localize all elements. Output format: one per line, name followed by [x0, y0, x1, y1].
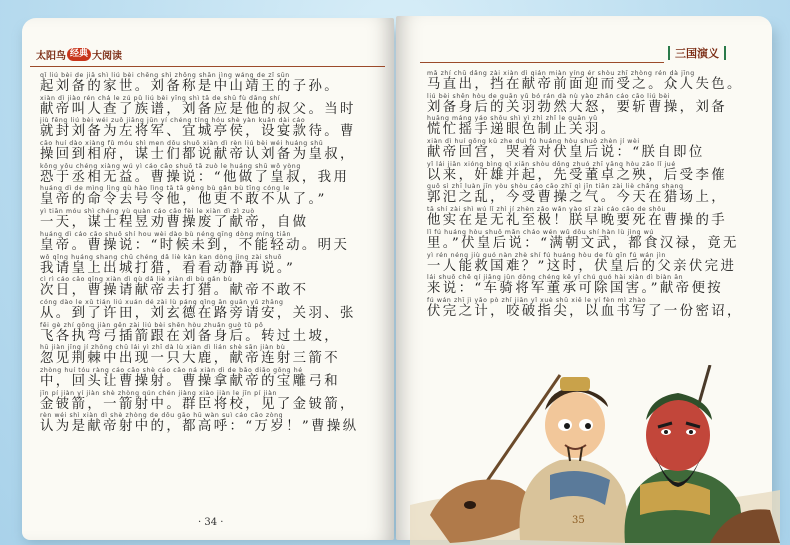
text-line: [40, 299, 362, 322]
pinyin-line: yǐ lái jiān xióng bìng qǐ xiān shòu dǒng zhuó zhī yāng hòu zāo lǐ jué: [427, 160, 676, 168]
page-number-left: · 34 ·: [198, 517, 224, 528]
text-line: [427, 93, 737, 116]
hanzi-line: 我请皇上出城打猎，看看动静再说。”: [40, 260, 296, 276]
pinyin-line: xiàn dì jiào rén chá le zú pǔ liú bèi yīng shì tā de shū fù dāng shí: [40, 94, 281, 102]
hanzi-line: 金铍箭，一箭射中。群臣将校，见了金铍箭，: [40, 396, 356, 412]
pinyin-line: huáng dì de mìng lìng qù hào lìng tā tā gèng bù gǎn bù tīng cóng le: [40, 185, 290, 193]
hanzi-line: 以来，奸雄并起，先受董卓之殃，后受李傕: [427, 167, 728, 183]
book-title-header: [668, 45, 726, 61]
text-line: [40, 390, 362, 413]
series-logo-ring: 经典: [67, 48, 91, 61]
pinyin-line: yì tiān móu shì chéng yù quàn cáo cāo fèi le xiàn dì zì zuò: [40, 208, 255, 216]
hanzi-line: 他实在是无礼至极！朕早晚要死在曹操的手: [427, 213, 728, 229]
story-illustration: [410, 365, 780, 545]
text-line: [427, 138, 737, 161]
pinyin-line: lái shuō chē qí jiāng jūn dǒng chéng kě yǐ chú guó hài xiàn dì biàn ān: [427, 274, 684, 282]
pinyin-line: jiù fēng liú bèi wéi zuǒ jiāng jūn yí chéng tíng hóu shè yàn kuǎn dài cáo: [40, 117, 306, 125]
hanzi-line: 一人能救国难？”这时，伏皇后的父亲伏完进: [427, 258, 737, 274]
hanzi-line: 伏完之计，咬破指尖，以血书写了一份密诏，: [427, 303, 743, 319]
text-line: [40, 322, 362, 345]
text-line: [40, 117, 362, 140]
left-text-block: [40, 72, 362, 435]
pinyin-line: jīn pí jiàn yí jiàn shè zhòng qún chén jiàng xiào jiàn le jīn pí jiàn: [40, 389, 278, 397]
hanzi-line: 献帝叫人查了族谱，刘备应是他的叔父。当时: [40, 101, 356, 117]
pinyin-line: cì rì cáo cāo qǐng xiàn dì qù dǎ liè xiàn dì bù gǎn bù: [40, 276, 233, 284]
series-logo-head: 太阳鸟: [36, 50, 66, 62]
text-line: [40, 412, 362, 435]
hanzi-line: 起刘备的家世。刘备称是中山靖王的子孙。: [40, 79, 341, 94]
header-rule-right: [420, 62, 664, 63]
pinyin-line: huāng máng yáo shǒu shì yì zhì zhǐ le guān yǔ: [427, 115, 598, 123]
hanzi-line: 皇帝。曹操说：“时候未到，不能轻动。明天: [40, 237, 350, 253]
text-line: [40, 95, 362, 118]
pinyin-line: yì rén néng jiù guó nàn zhè shí fú huáng hòu de fù qīn fú wán jìn: [427, 251, 666, 259]
text-line: [40, 254, 362, 277]
title-bar-decoration: [668, 46, 670, 60]
hanzi-line: 刘备身后的关羽勃然大怒，要斩曹操，刘备: [427, 99, 728, 115]
pinyin-line: rèn wéi shì xiàn dì shè zhòng de dōu gāo hū wàn suì cáo cāo zòng: [40, 412, 284, 420]
text-line: [40, 163, 362, 186]
series-logo: [36, 46, 122, 62]
hanzi-line: 献帝回宫，哭着对伏皇后说：“朕自即位: [427, 145, 705, 161]
pinyin-line: mǎ zhí chū dǎng zài xiàn dì qián miàn yíng ér shòu zhī zhòng rén dà jīng: [427, 70, 695, 77]
text-line: [427, 70, 743, 93]
book-title: 三国演义: [675, 47, 719, 60]
pinyin-line: xiàn dì huí gōng kū zhe duì fú huáng hòu shuō zhèn jí wèi: [427, 138, 640, 146]
hanzi-line: 皇帝的命令去号令他，他更不敢不从了。”: [40, 192, 327, 208]
pinyin-line: kǒng yǒu chéng xiàng wú yì cáo cāo shuō tā zuò le huáng shū wǒ yòng: [40, 162, 301, 170]
hanzi-line: 认为是献帝射中的，都高呼：“万岁！”曹操纵: [40, 419, 359, 435]
text-line: [427, 229, 737, 252]
text-line: [427, 115, 737, 138]
pinyin-line: cāo huí dào xiàng fǔ móu shì men dōu shuō xiàn dì rèn liú bèi wéi huáng shū: [40, 140, 324, 148]
pinyin-line: fēi gè zhí gōng jiàn gēn zài liú bèi shēn hòu zhuǎn guò tǔ pō: [40, 321, 264, 329]
text-line: [40, 185, 362, 208]
hanzi-line: 飞各执弯弓插箭跟在刘备身后。转过土坡，: [40, 328, 341, 344]
pinyin-line: qǐ liú bèi de jiā shì liú bèi chēng shì zhōng shān jìng wáng de zǐ sūn: [40, 72, 290, 79]
hanzi-line: 慌忙摇手递眼色制止关羽。: [427, 122, 617, 138]
hanzi-line: 恐于丞相无益。曹操说：“他做了皇叔，我用: [40, 169, 350, 185]
pinyin-line: tā shí zài shì wú lǐ zhì jí zhèn zǎo wǎn yào sǐ zài cáo cāo de shǒu: [427, 206, 667, 214]
pinyin-line: huáng dì cáo cāo shuō shí hou wèi dào bù néng qīng dòng míng tiān: [40, 230, 291, 238]
pinyin-line: fú wán zhī jì yǎo pò zhǐ jiān yǐ xuè shū xiě le yí fèn mì zhào: [427, 296, 647, 304]
text-line: [427, 252, 737, 275]
text-line: [427, 161, 737, 184]
pinyin-line: cóng dào le xǔ tián liú xuán dé zài lù páng qǐng ān guān yǔ zhāng: [40, 298, 284, 306]
pinyin-line: zhòng huí tóu ràng cáo cāo shè cáo cāo ná xiàn dì de bǎo diāo gōng hé: [40, 366, 303, 374]
pinyin-line: lǐ fú huáng hòu shuō mǎn cháo wén wǔ dōu shí hàn lù jìng wú: [427, 228, 654, 236]
hanzi-line: 就封刘备为左将军、宜城亭侯，设宴款待。曹: [40, 124, 356, 140]
title-bar-decoration: [724, 46, 726, 60]
hanzi-line: 操回到相府，谋士们都说献帝认刘备为皇叔，: [40, 147, 356, 163]
text-line: [427, 296, 743, 320]
hanzi-line: 忽见荆棘中出现一只大鹿，献帝连射三箭不: [40, 351, 341, 367]
hanzi-line: 马直出，挡在献帝前面迎而受之。众人失色。: [427, 77, 743, 92]
hanzi-line: 来说：“车骑将军董承可除国害。”献帝便按: [427, 281, 724, 297]
text-line: [40, 276, 362, 299]
hanzi-line: 里。”伏皇后说：“满朝文武，都食汉禄，竟无: [427, 235, 739, 251]
text-line: [40, 140, 362, 163]
hanzi-line: 从。到了许田，刘玄德在路旁请安，关羽、张: [40, 305, 356, 321]
text-line: [427, 274, 737, 297]
text-line: [40, 367, 362, 390]
pinyin-line: wǒ qǐng huáng shang chū chéng dǎ liè kàn kan dòng jìng zài shuō: [40, 253, 283, 261]
text-line: [40, 72, 362, 95]
pinyin-line: liú bèi shēn hòu de guān yǔ bó rán dà nù yào zhǎn cáo cāo liú bèi: [427, 92, 671, 100]
page-number-right: 35: [572, 515, 585, 526]
hanzi-line: 郭汜之乱，今受曹操之气。今天在猎场上，: [427, 190, 728, 206]
text-line: [427, 206, 737, 229]
hanzi-line: 一天，谋士程昱劝曹操废了献帝，自做: [40, 215, 309, 231]
text-line: [40, 208, 362, 231]
header-rule-left: [30, 66, 385, 67]
pinyin-line: hū jiàn jīng jí zhōng chū lái yì zhī dà lù xiàn dì lián shè sān jiàn bù: [40, 344, 286, 352]
text-line: [40, 231, 362, 254]
pinyin-line: guō sì zhī luàn jīn yòu shòu cáo cāo zhī qì jīn tiān zài liè chǎng shang: [427, 183, 684, 191]
right-text-block: [427, 70, 743, 320]
hanzi-line: 中，回头让曹操射。曹操拿献帝的宝雕弓和: [40, 373, 341, 389]
text-line: [427, 183, 737, 206]
series-logo-tail: 大阅读: [92, 50, 123, 62]
text-line: [40, 344, 362, 367]
hanzi-line: 次日，曹操请献帝去打猎。献帝不敢不: [40, 283, 309, 299]
